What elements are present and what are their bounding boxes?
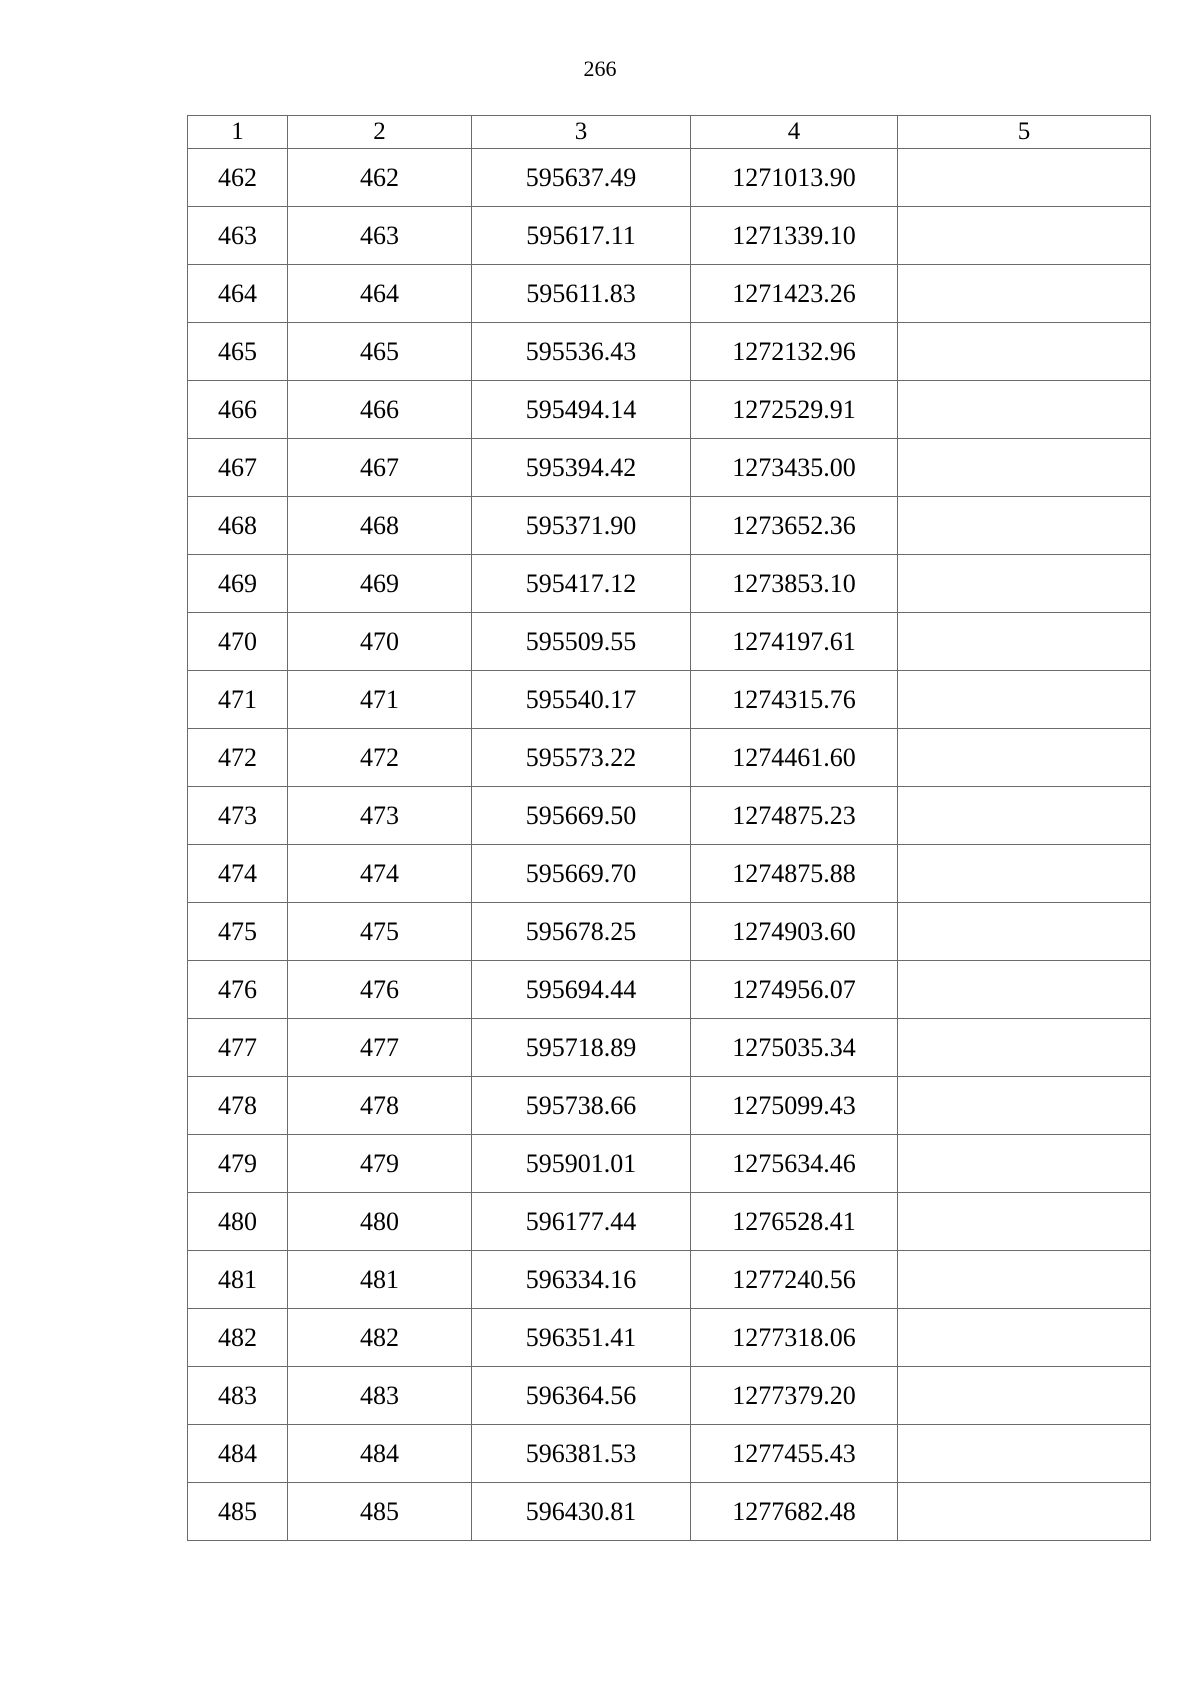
- table-row: [188, 1251, 1151, 1309]
- column-header: 3: [472, 116, 691, 149]
- table-cell: 464: [288, 265, 472, 323]
- table-cell: 595394.42: [472, 439, 691, 497]
- column-header: 1: [188, 116, 288, 149]
- table-cell: 1271339.10: [691, 207, 898, 265]
- table-row: [188, 207, 1151, 265]
- table-cell: 1277455.43: [691, 1425, 898, 1483]
- table-cell: [898, 555, 1151, 613]
- table-cell: 1274315.76: [691, 671, 898, 729]
- table-cell: 1273652.36: [691, 497, 898, 555]
- table-cell: 463: [188, 207, 288, 265]
- table-cell: 595637.49: [472, 149, 691, 207]
- table-cell: [898, 1251, 1151, 1309]
- table-cell: 1273853.10: [691, 555, 898, 613]
- table-cell: 473: [288, 787, 472, 845]
- table-cell: 1272132.96: [691, 323, 898, 381]
- table-cell: 1273435.00: [691, 439, 898, 497]
- table-cell: [898, 1309, 1151, 1367]
- table-cell: 595536.43: [472, 323, 691, 381]
- table-cell: 595611.83: [472, 265, 691, 323]
- table-cell: [898, 1077, 1151, 1135]
- table-cell: 595540.17: [472, 671, 691, 729]
- table-cell: 596351.41: [472, 1309, 691, 1367]
- table-cell: 464: [188, 265, 288, 323]
- table-cell: 476: [188, 961, 288, 1019]
- table-row: [188, 1425, 1151, 1483]
- table-cell: 483: [288, 1367, 472, 1425]
- table-cell: 477: [288, 1019, 472, 1077]
- table-cell: 473: [188, 787, 288, 845]
- table-cell: 484: [288, 1425, 472, 1483]
- table-cell: 1277240.56: [691, 1251, 898, 1309]
- table-row: [188, 1367, 1151, 1425]
- table-cell: 1277318.06: [691, 1309, 898, 1367]
- table-cell: 595371.90: [472, 497, 691, 555]
- table-cell: 474: [188, 845, 288, 903]
- table-cell: 480: [188, 1193, 288, 1251]
- table-cell: 1274903.60: [691, 903, 898, 961]
- table-cell: 469: [188, 555, 288, 613]
- table-row: [188, 1135, 1151, 1193]
- table-cell: [898, 613, 1151, 671]
- table-cell: 596177.44: [472, 1193, 691, 1251]
- table-cell: [898, 729, 1151, 787]
- table-cell: [898, 497, 1151, 555]
- table-cell: 471: [288, 671, 472, 729]
- table-cell: 465: [288, 323, 472, 381]
- table-cell: 463: [288, 207, 472, 265]
- table-row: [188, 671, 1151, 729]
- column-header: 2: [288, 116, 472, 149]
- table-cell: 466: [188, 381, 288, 439]
- table-row: [188, 265, 1151, 323]
- table-cell: [898, 207, 1151, 265]
- table-cell: 478: [188, 1077, 288, 1135]
- table-cell: [898, 149, 1151, 207]
- table-cell: 596430.81: [472, 1483, 691, 1541]
- table-cell: 468: [188, 497, 288, 555]
- table-cell: 595494.14: [472, 381, 691, 439]
- table-row: [188, 1077, 1151, 1135]
- table-cell: 480: [288, 1193, 472, 1251]
- table-cell: 465: [188, 323, 288, 381]
- table-cell: 595669.70: [472, 845, 691, 903]
- table-cell: 462: [288, 149, 472, 207]
- table-cell: 1274197.61: [691, 613, 898, 671]
- table-cell: 595669.50: [472, 787, 691, 845]
- table-cell: 1272529.91: [691, 381, 898, 439]
- table-cell: 596334.16: [472, 1251, 691, 1309]
- table-cell: [898, 265, 1151, 323]
- table-cell: 595694.44: [472, 961, 691, 1019]
- table-cell: [898, 1483, 1151, 1541]
- table-cell: 595617.11: [472, 207, 691, 265]
- table-cell: 1274875.23: [691, 787, 898, 845]
- coordinates-table-body: [188, 116, 1151, 1541]
- table-row: [188, 787, 1151, 845]
- table-row: [188, 1193, 1151, 1251]
- table-cell: 1274956.07: [691, 961, 898, 1019]
- table-cell: 467: [288, 439, 472, 497]
- table-cell: 595718.89: [472, 1019, 691, 1077]
- table-cell: 595678.25: [472, 903, 691, 961]
- table-cell: 1271423.26: [691, 265, 898, 323]
- table-cell: 470: [188, 613, 288, 671]
- table-cell: [898, 903, 1151, 961]
- table-cell: 1275099.43: [691, 1077, 898, 1135]
- table-cell: 595417.12: [472, 555, 691, 613]
- table-cell: 472: [188, 729, 288, 787]
- table-cell: 478: [288, 1077, 472, 1135]
- table-cell: 1276528.41: [691, 1193, 898, 1251]
- table-cell: [898, 787, 1151, 845]
- table-cell: 467: [188, 439, 288, 497]
- table-cell: [898, 1193, 1151, 1251]
- table-cell: 595901.01: [472, 1135, 691, 1193]
- table-cell: 481: [288, 1251, 472, 1309]
- coordinates-table: [187, 115, 1151, 1541]
- table-cell: 466: [288, 381, 472, 439]
- table-cell: 479: [288, 1135, 472, 1193]
- table-cell: 472: [288, 729, 472, 787]
- table-cell: 1274461.60: [691, 729, 898, 787]
- table-cell: 471: [188, 671, 288, 729]
- table-row: [188, 555, 1151, 613]
- table-row: [188, 845, 1151, 903]
- table-cell: 596364.56: [472, 1367, 691, 1425]
- table-cell: 595573.22: [472, 729, 691, 787]
- table-row: [188, 497, 1151, 555]
- table-cell: 477: [188, 1019, 288, 1077]
- table-cell: 596381.53: [472, 1425, 691, 1483]
- table-cell: 1277682.48: [691, 1483, 898, 1541]
- table-row: [188, 381, 1151, 439]
- table-cell: 482: [188, 1309, 288, 1367]
- column-header: 4: [691, 116, 898, 149]
- table-row: [188, 149, 1151, 207]
- table-cell: 462: [188, 149, 288, 207]
- table-cell: [898, 1135, 1151, 1193]
- table-row: [188, 439, 1151, 497]
- table-cell: 1277379.20: [691, 1367, 898, 1425]
- table-cell: 475: [188, 903, 288, 961]
- table-row: [188, 1019, 1151, 1077]
- table-cell: 474: [288, 845, 472, 903]
- table-cell: 479: [188, 1135, 288, 1193]
- table-cell: [898, 845, 1151, 903]
- table-row: [188, 903, 1151, 961]
- table-row: [188, 1309, 1151, 1367]
- table-cell: 595738.66: [472, 1077, 691, 1135]
- table-cell: 483: [188, 1367, 288, 1425]
- table-header-row: [188, 116, 1151, 149]
- table-row: [188, 613, 1151, 671]
- table-cell: [898, 381, 1151, 439]
- table-cell: 468: [288, 497, 472, 555]
- table-cell: [898, 1367, 1151, 1425]
- table-cell: 475: [288, 903, 472, 961]
- table-cell: [898, 1019, 1151, 1077]
- table-cell: 595509.55: [472, 613, 691, 671]
- table-cell: 481: [188, 1251, 288, 1309]
- table-cell: 1275634.46: [691, 1135, 898, 1193]
- column-header: 5: [898, 116, 1151, 149]
- table-row: [188, 323, 1151, 381]
- table-row: [188, 729, 1151, 787]
- table-cell: 1275035.34: [691, 1019, 898, 1077]
- table-cell: 1271013.90: [691, 149, 898, 207]
- page-number: 266: [583, 56, 617, 81]
- table-cell: 476: [288, 961, 472, 1019]
- table-row: [188, 1483, 1151, 1541]
- table-cell: 482: [288, 1309, 472, 1367]
- table-cell: 470: [288, 613, 472, 671]
- table-cell: [898, 323, 1151, 381]
- table-cell: 485: [288, 1483, 472, 1541]
- table-cell: 469: [288, 555, 472, 613]
- table-cell: 1274875.88: [691, 845, 898, 903]
- table-cell: 485: [188, 1483, 288, 1541]
- table-cell: [898, 671, 1151, 729]
- table-cell: [898, 1425, 1151, 1483]
- table-row: [188, 961, 1151, 1019]
- table-cell: [898, 439, 1151, 497]
- table-cell: 484: [188, 1425, 288, 1483]
- table-cell: [898, 961, 1151, 1019]
